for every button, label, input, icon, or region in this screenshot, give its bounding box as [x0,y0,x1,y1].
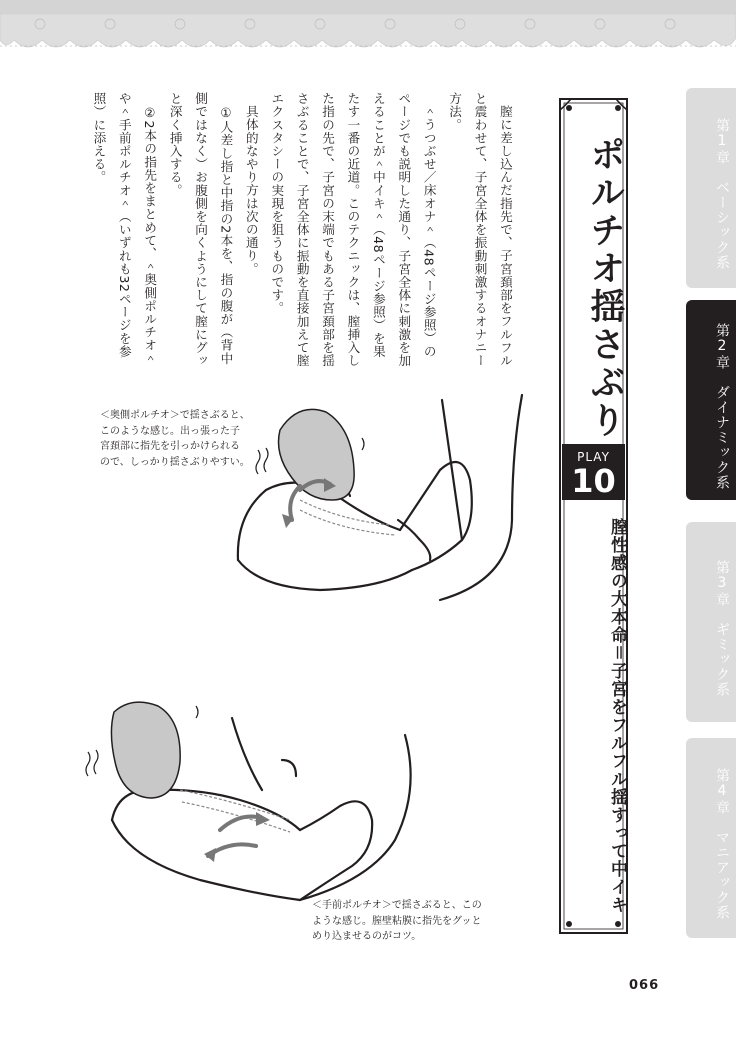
body-paragraph-3: 具体的なやり方は次の通り。 [243,104,259,275]
chapter-tab-label: 第3章 ギミック系 [714,559,730,697]
caption-line: このような感じ。出っ張った子 [100,425,240,437]
caption-line: 宮頚部に指先を引っかけられる [100,441,240,452]
play-label: PLAY [577,450,610,464]
caption-lower [312,898,482,945]
page-title: ポルチオ揺さぶり [585,136,625,440]
chapter-tab-label: 第2章 ダイナミック系 [714,322,730,490]
body-paragraph-4: ①人差し指と中指の2本を、指の腹が（背中側ではなく）お腹側を向くようにして膣にグッと深く挿入する。 [167,92,234,368]
body-paragraph-1: 膣に差し込んだ指先で、子宮頚部をフルフルと震わせて、子宮全体を振動刺激するオナニー方法。 [447,92,513,368]
page-subtitle: 膣性感の大本命＝子宮をフルフル揺すって中イキ [607,518,627,914]
caption-upper [100,408,250,470]
caption-line: めり込ませるのがコツ。 [312,931,422,942]
caption-line: ＜手前ポルチオ＞で揺さぶると、この [312,900,482,911]
chapter-tab-label: 第1章 ベーシック系 [714,118,730,270]
play-number: 10 [571,462,616,500]
caption-line: ような感じ。膣壁粘膜に指先をグッと [312,915,482,927]
caption-line: ＜奥側ポルチオ＞で揺さぶると、 [100,410,250,421]
body-paragraph-2: ＾うつぶせ／床オナ＾（48ページ参照）のページでも説明した通り、子宮全体に刺激を加えることが＾中イキ＾（48ページ参照）を果たす一番の近道。このテクニックは、膣挿入した指の先で、子宮の末端でもある子宮頚部を揺さぶることで、子宮全体に振動を直接加えて膣エクスタシーの実現を狙うものです。 [269,92,437,368]
body-paragraph-5: ②2本の指先をまとめて、＾奥側ポルチオ＾や＾手前ポルチオ＾（いずれも32ページを参照）に添える。 [91,92,158,365]
page-number: 066 [629,978,660,993]
chapter-tab-label: 第4章 マニアック系 [714,768,730,920]
caption-line: ので、しっかり揺さぶりやすい。 [100,456,250,468]
uterus-shape-lower [111,702,180,798]
